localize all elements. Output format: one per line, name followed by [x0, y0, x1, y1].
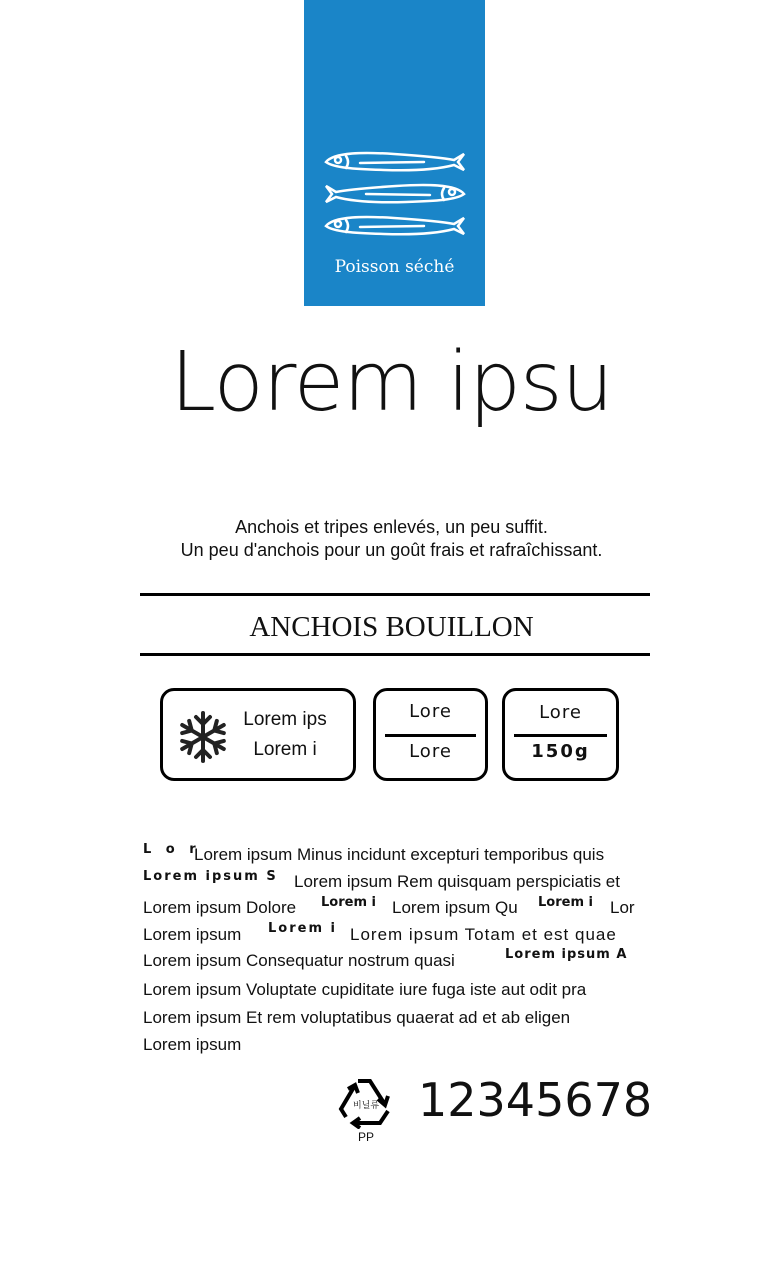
recycle-mark: [338, 1077, 394, 1147]
snowflake-icon: [178, 711, 228, 763]
weight-divider: [514, 734, 607, 737]
ingredient-text: Lorem ipsum Qu: [392, 898, 518, 917]
ingredient-text: Lorem ipsum Rem quisquam perspiciatis et: [294, 872, 620, 891]
weight-value: 150g: [531, 741, 590, 762]
description-line-2: Un peu d'anchois pour un goût frais et rafraîchissant.: [180, 540, 603, 560]
product-title: Lorem ipsu: [170, 335, 613, 430]
ingredient-label: L o r: [143, 842, 201, 857]
divider-top: [140, 593, 650, 596]
ingredient-label: Lorem i: [321, 895, 376, 910]
ingredient-text: Lorem ipsum Totam et est quae: [350, 925, 617, 944]
three-fish-icon: [324, 148, 466, 244]
ingredient-text: Lorem ipsum Dolore: [143, 898, 297, 917]
product-name: ANCHOIS BOUILLON: [249, 611, 534, 643]
recycle-label: 비닐류: [352, 1100, 380, 1110]
ingredient-label: Lorem ipsum S: [143, 869, 278, 884]
ingredient-text: Lorem ipsum: [143, 1035, 242, 1054]
ingredient-text: Lorem ipsum Minus incidunt excepturi temporibus quis: [194, 845, 605, 864]
badge-1-top: Lore: [409, 701, 452, 722]
ingredient-text: Lorem ipsum Consequatur nostrum quasi: [143, 951, 455, 970]
divider-bottom: [140, 653, 650, 656]
ingredient-label: Lorem i: [268, 921, 337, 936]
ingredient-text: Lorem ipsum: [143, 925, 242, 944]
product-code: 12345678: [418, 1073, 653, 1127]
ingredient-text: Lor: [610, 898, 635, 917]
brand-name: Poisson séché: [334, 257, 455, 277]
badge-1-bottom: Lore: [409, 741, 452, 762]
ingredient-label: Lorem ipsum A: [505, 947, 628, 962]
ingredient-label: Lorem i: [538, 895, 593, 910]
ingredient-text: Lorem ipsum Voluptate cupiditate iure fuga iste aut odit pra: [143, 980, 587, 999]
storage-line-2: Lorem i: [253, 739, 317, 760]
recycle-material: PP: [357, 1130, 374, 1144]
weight-badge: [502, 688, 619, 781]
description-line-1: Anchois et tripes enlevés, un peu suffit.: [235, 517, 548, 537]
badge-1-divider: [385, 734, 476, 737]
storage-line-1: Lorem ips: [243, 709, 327, 730]
ingredient-text: Lorem ipsum Et rem voluptatibus quaerat ad et ab eligen: [143, 1008, 571, 1027]
brand-panel: [304, 0, 485, 306]
weight-label: Lore: [539, 702, 582, 723]
storage-badge: [160, 688, 356, 781]
info-badge-1: [373, 688, 488, 781]
